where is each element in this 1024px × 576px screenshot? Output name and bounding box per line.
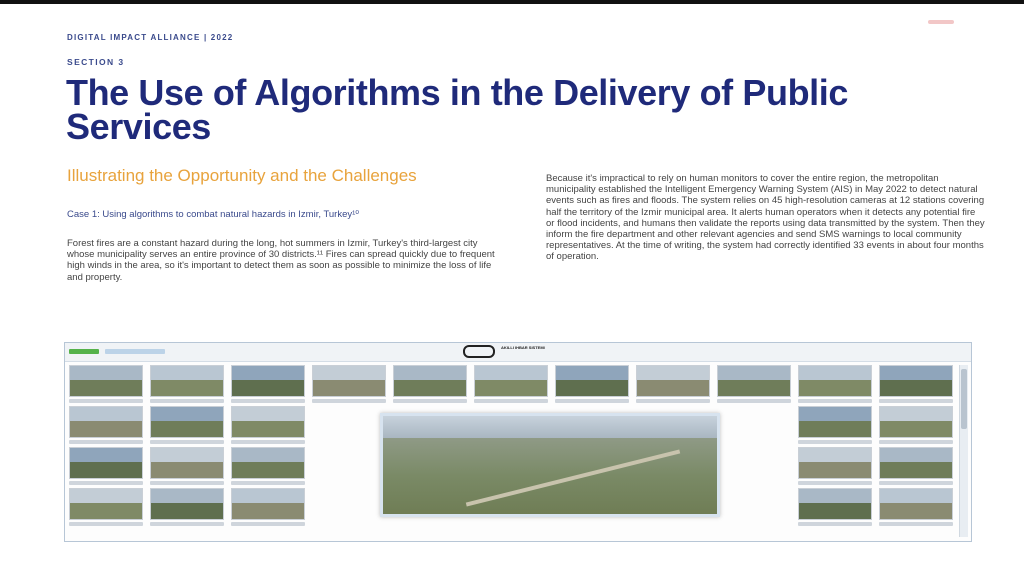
logo-text: AKILLI IHBAR SISTEMI — [501, 345, 545, 350]
thumbnail-sky — [880, 448, 952, 462]
enlarged-camera-view — [380, 413, 720, 517]
thumbnail-caption-bar — [393, 399, 467, 403]
thumbnail-sky — [232, 489, 304, 503]
camera-thumbnail — [555, 365, 629, 397]
thumbnail-sky — [394, 366, 466, 380]
feature-landscape — [383, 438, 717, 514]
camera-thumbnail — [798, 406, 872, 438]
camera-monitor-screenshot — [64, 342, 972, 542]
thumbnail-caption-bar — [231, 399, 305, 403]
thumbnail-landscape — [556, 380, 628, 397]
logo-emblem-icon — [463, 345, 495, 358]
camera-thumbnail — [231, 447, 305, 479]
thumbnail-caption-bar — [555, 399, 629, 403]
thumbnail-sky — [70, 366, 142, 380]
thumbnail-caption-bar — [879, 399, 953, 403]
top-edge-bar — [0, 0, 1024, 4]
thumbnail-caption-bar — [798, 440, 872, 444]
monitor-menu-bar — [105, 349, 165, 354]
thumbnail-landscape — [880, 462, 952, 479]
thumbnail-landscape — [799, 380, 871, 397]
thumbnail-landscape — [475, 380, 547, 397]
thumbnail-landscape — [718, 380, 790, 397]
thumbnail-landscape — [232, 462, 304, 479]
thumbnail-sky — [151, 407, 223, 421]
thumbnail-landscape — [637, 380, 709, 397]
camera-thumbnail — [150, 406, 224, 438]
thumbnail-landscape — [880, 503, 952, 520]
thumbnail-landscape — [70, 421, 142, 438]
thumbnail-caption-bar — [879, 481, 953, 485]
camera-thumbnail — [879, 488, 953, 520]
thumbnail-sky — [556, 366, 628, 380]
corner-mark — [928, 20, 954, 24]
camera-thumbnail — [231, 406, 305, 438]
section-label: SECTION 3 — [67, 57, 125, 67]
camera-thumbnail — [879, 406, 953, 438]
thumbnail-sky — [799, 407, 871, 421]
report-kicker: DIGITAL IMPACT ALLIANCE | 2022 — [67, 33, 234, 42]
thumbnail-caption-bar — [231, 522, 305, 526]
thumbnail-sky — [232, 366, 304, 380]
system-logo — [463, 345, 571, 359]
thumbnail-caption-bar — [474, 399, 548, 403]
camera-thumbnail — [69, 406, 143, 438]
thumbnail-sky — [151, 448, 223, 462]
thumbnail-landscape — [799, 421, 871, 438]
camera-thumbnail — [393, 365, 467, 397]
thumbnail-caption-bar — [150, 522, 224, 526]
thumbnail-landscape — [232, 503, 304, 520]
page-title: The Use of Algorithms in the Delivery of Public Services — [66, 72, 848, 147]
thumbnail-caption-bar — [69, 440, 143, 444]
thumbnail-sky — [880, 366, 952, 380]
camera-thumbnail — [798, 365, 872, 397]
thumbnail-caption-bar — [717, 399, 791, 403]
monitor-scrollbar-thumb — [961, 369, 967, 429]
thumbnail-landscape — [70, 462, 142, 479]
thumbnail-landscape — [151, 462, 223, 479]
thumbnail-caption-bar — [231, 440, 305, 444]
camera-thumbnail — [312, 365, 386, 397]
camera-thumbnail — [150, 365, 224, 397]
thumbnail-landscape — [799, 503, 871, 520]
camera-thumbnail — [636, 365, 710, 397]
thumbnail-caption-bar — [69, 399, 143, 403]
thumbnail-sky — [880, 407, 952, 421]
thumbnail-sky — [70, 489, 142, 503]
thumbnail-caption-bar — [231, 481, 305, 485]
camera-thumbnail — [474, 365, 548, 397]
case-title: Case 1: Using algorithms to combat natural hazards in Izmir, Turkey¹⁰ — [67, 209, 360, 220]
thumbnail-sky — [313, 366, 385, 380]
camera-thumbnail — [879, 447, 953, 479]
thumbnail-landscape — [232, 421, 304, 438]
monitor-status-bar — [69, 349, 99, 354]
thumbnail-caption-bar — [879, 440, 953, 444]
thumbnail-landscape — [232, 380, 304, 397]
thumbnail-caption-bar — [69, 522, 143, 526]
thumbnail-sky — [70, 448, 142, 462]
thumbnail-caption-bar — [150, 440, 224, 444]
thumbnail-sky — [799, 489, 871, 503]
thumbnail-sky — [232, 407, 304, 421]
thumbnail-sky — [475, 366, 547, 380]
thumbnail-sky — [70, 407, 142, 421]
monitor-toolbar — [65, 343, 971, 362]
camera-thumbnail — [69, 488, 143, 520]
left-paragraph: Forest fires are a constant hazard during the long, hot summers in Izmir, Turkey's third-largest city whose municipality serves an entire province of 30 districts.¹¹ Fires can spread quickly due to frequent high winds in the area, so it's important to detect them as soon as possible to minimize the loss of life and property. — [67, 238, 495, 283]
thumbnail-caption-bar — [879, 522, 953, 526]
thumbnail-landscape — [151, 503, 223, 520]
thumbnail-landscape — [70, 380, 142, 397]
thumbnail-caption-bar — [798, 399, 872, 403]
camera-thumbnail — [150, 447, 224, 479]
camera-thumbnail — [69, 447, 143, 479]
thumbnail-landscape — [70, 503, 142, 520]
camera-thumbnail — [798, 447, 872, 479]
camera-thumbnail-grid — [69, 365, 959, 537]
thumbnail-sky — [718, 366, 790, 380]
thumbnail-caption-bar — [69, 481, 143, 485]
thumbnail-sky — [637, 366, 709, 380]
thumbnail-sky — [232, 448, 304, 462]
thumbnail-landscape — [394, 380, 466, 397]
thumbnail-landscape — [151, 380, 223, 397]
thumbnail-caption-bar — [312, 399, 386, 403]
thumbnail-caption-bar — [150, 481, 224, 485]
thumbnail-sky — [880, 489, 952, 503]
camera-thumbnail — [69, 365, 143, 397]
thumbnail-sky — [799, 366, 871, 380]
camera-thumbnail — [231, 365, 305, 397]
thumbnail-caption-bar — [798, 481, 872, 485]
thumbnail-landscape — [880, 421, 952, 438]
right-paragraph: Because it's impractical to rely on human monitors to cover the entire region, the metropolitan municipality established the Intelligent Emergency Warning System (AIS) in May 2022 to detect natural events such as fires and floods. The system relies on 45 high-resolution cameras at 12 stations covering half the territory of the Izmir municipal area. It alerts human operators when it detects any potential fire or flood incidents, and humans then validate the reports using data transmitted by the system. Then they inform the fire department and other relevant agencies and send SMS warnings to local community representatives. At the time of writing, the system had correctly identified 33 events in about four months of operation. — [546, 173, 985, 263]
thumbnail-caption-bar — [150, 399, 224, 403]
thumbnail-landscape — [880, 380, 952, 397]
camera-thumbnail — [231, 488, 305, 520]
camera-thumbnail — [879, 365, 953, 397]
thumbnail-landscape — [151, 421, 223, 438]
thumbnail-caption-bar — [798, 522, 872, 526]
subheading: Illustrating the Opportunity and the Challenges — [67, 166, 417, 185]
thumbnail-landscape — [799, 462, 871, 479]
thumbnail-sky — [799, 448, 871, 462]
camera-thumbnail — [798, 488, 872, 520]
thumbnail-sky — [151, 366, 223, 380]
feature-sky — [383, 416, 717, 438]
thumbnail-landscape — [313, 380, 385, 397]
thumbnail-caption-bar — [636, 399, 710, 403]
monitor-scrollbar — [959, 365, 968, 537]
camera-thumbnail — [150, 488, 224, 520]
thumbnail-sky — [151, 489, 223, 503]
camera-thumbnail — [717, 365, 791, 397]
